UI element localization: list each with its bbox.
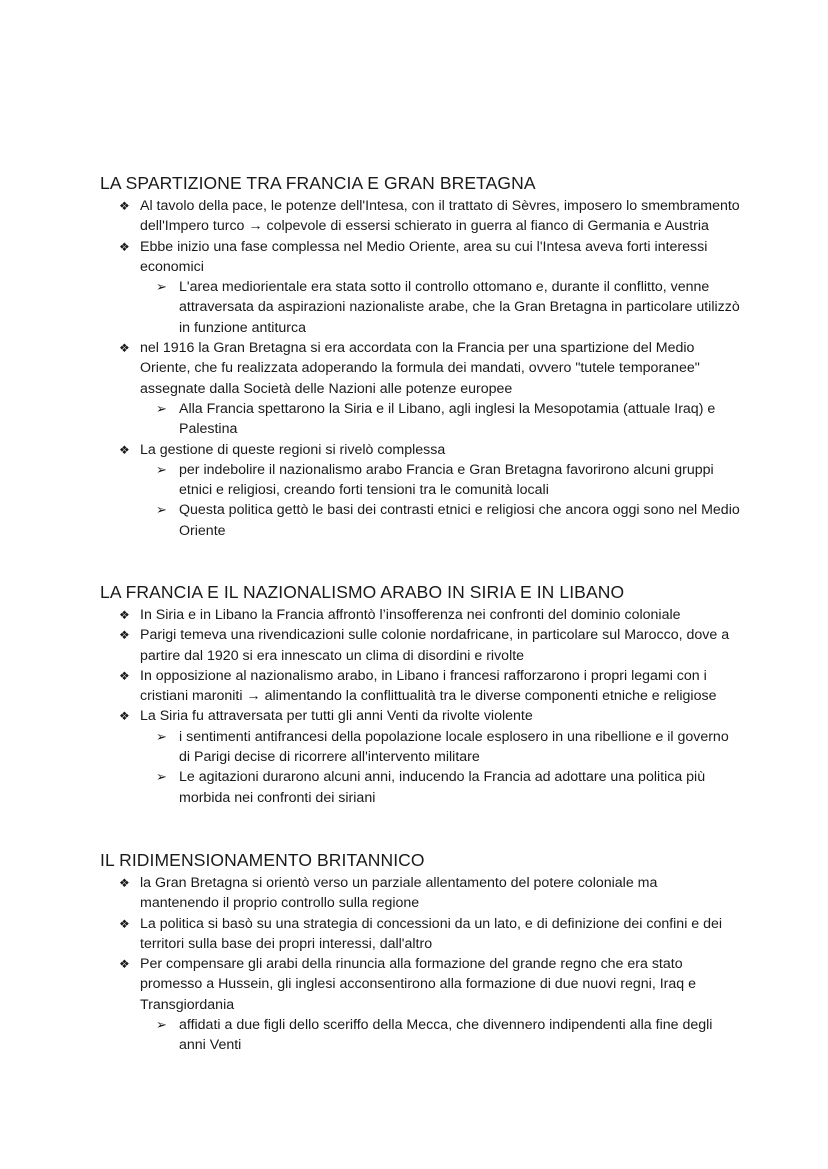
list-item (100, 873, 740, 914)
arrow-bullet-icon: ➢ (156, 728, 167, 744)
sub-list-item (100, 727, 740, 768)
sub-list-item (100, 460, 740, 501)
diamond-bullet-icon: ❖ (119, 442, 130, 457)
list-item (100, 914, 740, 955)
sub-list-item (100, 399, 740, 440)
section-ridimensionamento (100, 849, 740, 1056)
list-item-text: Parigi temeva una rivendicazioni sulle colonie nordafricane, in particolare sul Marocco, dove a partire dal 1920 si era innescato un clima di disordini e rivolte (140, 627, 730, 664)
list-item-text: La gestione di queste regioni si rivelò complessa (140, 441, 446, 458)
diamond-bullet-icon: ❖ (119, 709, 130, 724)
list-item-text: Per compensare gli arabi della rinuncia alla formazione del grande regno che era stato promesso a Hussein, gli inglesi acconsentirono alla formazione di due nuovi regni, Iraq e Transgiordania (140, 956, 696, 1013)
list-item-text: Al tavolo della pace, le potenze dell'Intesa, con il trattato di Sèvres, imposero lo smembramento dell'Impero turco → colpevole di essersi schierato in guerra al fianco di Germania e Austria (140, 198, 740, 235)
diamond-bullet-icon: ❖ (119, 916, 130, 931)
list-item (100, 666, 740, 707)
arrow-bullet-icon: ➢ (156, 461, 167, 477)
arrow-bullet-icon: ➢ (156, 769, 167, 785)
list-item (100, 605, 740, 625)
list-item (100, 954, 740, 1015)
sub-list-item (100, 277, 740, 338)
diamond-bullet-icon: ❖ (119, 608, 130, 622)
list-item-text: Questa politica gettò le basi dei contrasti etnici e religiosi che ancora oggi sono nel Medio Oriente (179, 502, 740, 539)
list-item-text: Le agitazioni durarono alcuni anni, inducendo la Francia ad adottare una politica più morbida nei confronti dei siriani (179, 769, 706, 806)
list-item-text: In opposizione al nazionalismo arabo, in Libano i francesi rafforzarono i propri legami con i cristiani maroniti → alimentando la conflittualità tra le diverse componenti etniche e religiose (140, 667, 717, 705)
list-item (100, 625, 740, 666)
sub-list-item (100, 1015, 740, 1056)
list-item (100, 196, 740, 237)
section-heading: LA SPARTIZIONE TRA FRANCIA E GRAN BRETAGNA (100, 173, 536, 193)
sub-list-item (100, 500, 740, 541)
section-heading: IL RIDIMENSIONAMENTO BRITANNICO (100, 850, 425, 870)
list-item-text: Ebbe inizio una fase complessa nel Medio Oriente, area su cui l'Intesa aveva forti interessi economici (140, 238, 708, 275)
list-item (100, 338, 740, 399)
section-heading: LA FRANCIA E IL NAZIONALISMO ARABO IN SIRIA E IN LIBANO (100, 582, 625, 602)
arrow-bullet-icon: ➢ (156, 400, 167, 416)
list-item-text: affidati a due figli dello sceriffo della Mecca, che divennero indipendenti alla fine degli anni Venti (179, 1017, 713, 1054)
list-item-text: Alla Francia spettarono la Siria e il Libano, agli inglesi la Mesopotamia (attuale Iraq) e Palestina (179, 400, 716, 438)
list-item-text: per indebolire il nazionalismo arabo Francia e Gran Bretagna favorirono alcuni gruppi etnici e religiosi, creando forti tensioni tra le comunità locali (179, 461, 714, 499)
diamond-bullet-icon: ❖ (119, 668, 130, 683)
list-item-text: In Siria e in Libano la Francia affrontò l’insofferenza nei confronti del dominio coloniale (140, 607, 681, 623)
diamond-bullet-icon: ❖ (119, 957, 130, 972)
list-item-text: la Gran Bretagna si orientò verso un parziale allentamento del potere coloniale ma mantenendo il proprio controllo sulla regione (140, 875, 658, 912)
list-item-text: L'area mediorientale era stata sotto il controllo ottomano e, durante il conflitto, venne attraversata da aspirazioni nazionaliste arabe, che la Gran Bretagna in particolare utilizzò in funzione antiturca (179, 279, 740, 336)
list-item-text: nel 1916 la Gran Bretagna si era accordata con la Francia per una spartizione del Medio Oriente, che fu realizzata adoperando la formula dei mandati, ovvero "tutele temporanee" assegnate dalla Società delle Nazioni alle potenze europee (140, 340, 700, 397)
list-item-text: La politica si basò su una strategia di concessioni da un lato, e di definizione dei confini e dei territori sulla base dei propri interessi, dall'altro (140, 915, 723, 952)
diamond-bullet-icon: ❖ (119, 876, 130, 890)
diamond-bullet-icon: ❖ (119, 239, 130, 254)
arrow-bullet-icon: ➢ (156, 279, 167, 295)
diamond-bullet-icon: ❖ (119, 341, 130, 356)
list-item-text: i sentimenti antifrancesi della popolazione locale esplosero in una ribellione e il governo di Parigi decise di ricorrere all'intervento militare (179, 728, 729, 766)
section-francia-nazionalismo (100, 581, 740, 808)
diamond-bullet-icon: ❖ (119, 199, 130, 213)
diamond-bullet-icon: ❖ (119, 628, 130, 643)
list-item (100, 706, 740, 726)
list-item (100, 440, 740, 460)
section-spartizione (100, 172, 740, 541)
arrow-bullet-icon: ➢ (156, 1017, 167, 1033)
sub-list-item (100, 767, 740, 808)
list-item-text: La Siria fu attraversata per tutti gli anni Venti da rivolte violente (140, 708, 533, 725)
list-item (100, 237, 740, 278)
arrow-bullet-icon: ➢ (156, 502, 167, 518)
